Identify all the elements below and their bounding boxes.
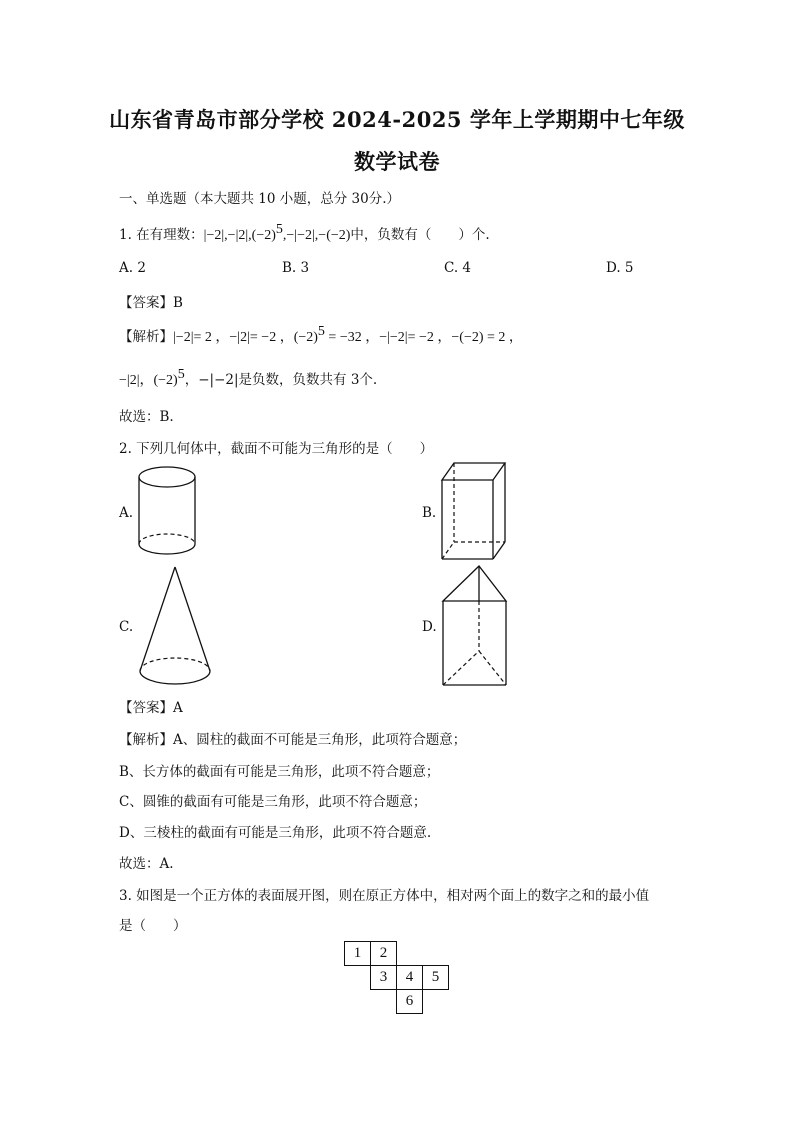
q1-analysis2-text: ，−|−2|是负数，负数共有 3个. bbox=[184, 372, 378, 388]
q2-analysis-line2: B、长方体的截面有可能是三角形，此项不符合题意； bbox=[119, 764, 440, 780]
net-face-1: 1 bbox=[345, 942, 371, 966]
net-face-3: 3 bbox=[371, 966, 397, 990]
q1-analysis-line1 bbox=[119, 325, 523, 346]
q2-analysis-text: A、圆柱的截面不可能是三角形，此项符合题意； bbox=[173, 732, 467, 748]
q2-analysis-label: 【解析】 bbox=[119, 732, 173, 748]
q1-analysis-label: 【解析】 bbox=[119, 329, 173, 345]
q1-conclusion: 故选：B. bbox=[119, 409, 174, 425]
page-title: 山东省青岛市部分学校 2024-2025 学年上学期期中七年级 bbox=[109, 107, 685, 132]
section-header: 一、单选题（本大题共 10 小题，总分 30分.） bbox=[119, 191, 401, 207]
q2-analysis-line1 bbox=[119, 728, 466, 748]
q2-analysis-line3: C、圆锥的截面有可能是三角形，此项不符合题意； bbox=[119, 794, 427, 810]
q2-answer: 【答案】A bbox=[119, 700, 183, 716]
net-face-6: 6 bbox=[397, 990, 423, 1014]
cone-figure bbox=[138, 566, 212, 688]
cylinder-figure bbox=[138, 464, 198, 560]
question-3-stem-line1: 3. 如图是一个正方体的表面展开图，则在原正方体中，相对两个面上的数字之和的最小值 bbox=[119, 888, 650, 904]
q1-analysis2-exponent: 5 bbox=[177, 367, 185, 382]
q2-option-b-label: B. bbox=[422, 505, 437, 521]
q1-option-a: A. 2 bbox=[119, 260, 146, 276]
q1-analysis-line2 bbox=[119, 368, 377, 389]
q1-numbers: |−2|,−|2|,(−2) bbox=[203, 228, 276, 243]
q1-analysis2-math-a: −|2|，(−2) bbox=[119, 373, 178, 388]
page-subtitle: 数学试卷 bbox=[354, 149, 440, 174]
q1-analysis-exponent: 5 bbox=[317, 324, 325, 339]
triangular-prism-figure bbox=[442, 565, 508, 687]
question-2-stem: 2. 下列几何体中，截面不可能为三角形的是（ ） bbox=[119, 441, 434, 457]
net-face-4: 4 bbox=[397, 966, 423, 990]
q2-option-d-label: D. bbox=[422, 619, 437, 635]
q2-analysis-line4: D、三棱柱的截面有可能是三角形，此项不符合题意. bbox=[119, 825, 432, 841]
net-face-2: 2 bbox=[371, 942, 397, 966]
q1-option-c: C. 4 bbox=[444, 260, 472, 276]
q1-option-d: D. 5 bbox=[606, 260, 634, 276]
q2-option-c-label: C. bbox=[119, 619, 134, 635]
question-3-stem-line2: 是（ ） bbox=[119, 918, 187, 934]
cube-net bbox=[344, 941, 449, 1014]
rectangular-prism-figure bbox=[441, 462, 507, 562]
q1-answer: 【答案】B bbox=[119, 295, 183, 311]
q1-numbers-tail: ,−|−2|,−(−2) bbox=[282, 228, 351, 243]
q2-option-a-label: A. bbox=[119, 505, 134, 521]
q1-stem-prefix: 1. 在有理数： bbox=[119, 227, 204, 243]
q1-exponent: 5 bbox=[275, 222, 283, 237]
q1-stem-suffix: 中，负数有（ ）个. bbox=[350, 227, 490, 243]
q1-option-b: B. 3 bbox=[282, 260, 310, 276]
q1-analysis-math-b: = −32 ，−|−2|= −2 ，−(−2) = 2 ， bbox=[324, 330, 523, 345]
q2-conclusion: 故选：A. bbox=[119, 856, 174, 872]
question-1-stem bbox=[119, 223, 490, 244]
net-face-5: 5 bbox=[423, 966, 449, 990]
q1-analysis-math-a: |−2|= 2 ，−|2|= −2 ，(−2) bbox=[173, 330, 318, 345]
